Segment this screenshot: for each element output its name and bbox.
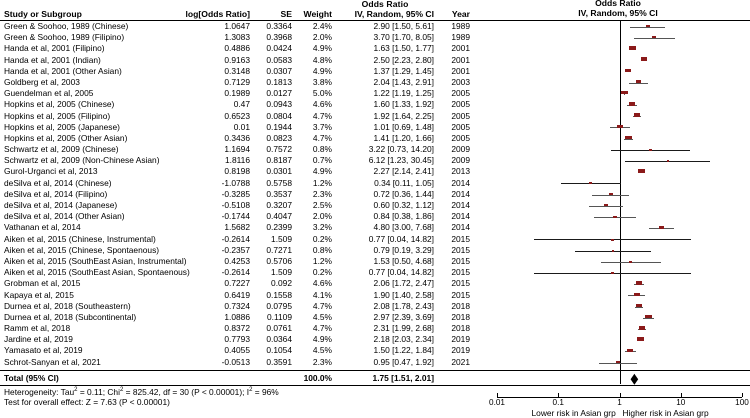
table-group-header: Odds Ratio: [361, 0, 409, 9]
cell-se: 0.4047: [266, 211, 292, 222]
table-row: [0, 211, 486, 222]
table-row: [0, 334, 486, 345]
cell-log-odds-ratio: 0.7129: [224, 76, 250, 87]
axis-label-left: Lower risk in Asian grp: [531, 408, 616, 418]
cell-study: deSilva et al, 2014 (Chinese): [4, 177, 112, 188]
table-row: [0, 133, 486, 144]
cell-ci: 6.12 [1.23, 30.45]: [368, 155, 434, 166]
table-row: [0, 111, 486, 122]
cell-year: 2015: [451, 278, 470, 289]
cell-year: 2015: [451, 255, 470, 266]
axis-tick-label: 0.01: [489, 398, 505, 407]
cell-ci: 0.60 [0.32, 1.12]: [373, 200, 434, 210]
table-row: [0, 278, 486, 289]
axis-label-right: Higher risk in Asian grp: [622, 408, 709, 418]
cell-weight: 2.3%: [312, 356, 332, 367]
cell-study: Hopkins et al, 2005 (Chinese): [4, 99, 115, 110]
cell-weight: 0.8%: [312, 144, 332, 155]
cell-weight: 2.5%: [312, 200, 332, 210]
cell-log-odds-ratio: 0.4886: [224, 43, 250, 54]
cell-se: 0.0795: [266, 300, 292, 311]
cell-year: 2019: [451, 334, 470, 345]
column-header-ci: IV, Random, 95% CI: [354, 9, 434, 19]
cell-se: 0.0307: [266, 65, 292, 76]
cell-ci: 4.80 [3.00, 7.68]: [373, 222, 434, 233]
cell-ci: 0.34 [0.11, 1.05]: [374, 177, 434, 188]
total-ci: 1.75 [1.51, 2.01]: [372, 372, 434, 383]
cell-study: Aiken et al, 2015 (SouthEast Asian, Spontaenous): [4, 267, 190, 278]
cell-study: Hopkins et al, 2005 (Other Asian): [4, 132, 128, 143]
cell-log-odds-ratio: 0.8372: [224, 323, 250, 334]
cell-weight: 3.8%: [312, 76, 332, 87]
cell-log-odds-ratio: 0.7324: [224, 300, 250, 311]
cell-ci: 1.37 [1.29, 1.45]: [373, 65, 434, 76]
cell-log-odds-ratio: -0.1744: [221, 211, 250, 222]
cell-ci: 0.77 [0.04, 14.82]: [368, 233, 434, 244]
cell-weight: 4.9%: [312, 334, 332, 345]
cell-weight: 4.7%: [312, 110, 332, 121]
cell-se: 0.3591: [266, 356, 292, 367]
cell-weight: 4.6%: [312, 278, 332, 289]
cell-year: 2015: [451, 289, 470, 300]
cell-study: deSilva et al, 2014 (Other Asian): [4, 211, 125, 222]
table-row: [0, 245, 486, 256]
cell-weight: 3.7%: [312, 121, 332, 132]
cell-log-odds-ratio: 0.6523: [224, 110, 250, 121]
cell-ci: 3.70 [1.70, 8.05]: [373, 32, 434, 43]
cell-year: 2019: [451, 345, 470, 356]
cell-study: Gurol-Urganci et al, 2013: [4, 166, 98, 177]
column-header-year: Year: [451, 9, 470, 19]
cell-ci: 1.22 [1.19, 1.25]: [373, 88, 434, 99]
table-row: [0, 323, 486, 334]
cell-se: 0.1558: [266, 289, 292, 300]
cell-se: 0.5758: [266, 177, 292, 188]
table-row: [0, 290, 486, 301]
cell-ci: 2.18 [2.03, 2.34]: [373, 334, 434, 345]
cell-ci: 0.77 [0.04, 14.82]: [368, 267, 434, 278]
cell-log-odds-ratio: 1.8116: [225, 155, 250, 166]
table-row: [0, 200, 486, 211]
cell-study: Schwartz et al, 2009 (Non-Chinese Asian): [4, 155, 160, 166]
cell-log-odds-ratio: -1.0788: [221, 177, 250, 188]
cell-se: 0.0943: [266, 99, 292, 110]
cell-year: 2005: [451, 132, 470, 143]
cell-log-odds-ratio: 0.3436: [224, 132, 250, 143]
cell-weight: 5.0%: [312, 88, 332, 99]
plot-title: Odds Ratio: [595, 0, 641, 8]
cell-se: 0.1054: [266, 345, 292, 356]
cell-log-odds-ratio: 1.1694: [224, 144, 250, 155]
cell-study: Grobman et al, 2015: [4, 278, 81, 289]
cell-weight: 2.3%: [312, 188, 332, 199]
cell-ci: 1.63 [1.50, 1.77]: [373, 43, 434, 54]
cell-year: 2003: [451, 76, 470, 87]
cell-weight: 4.5%: [312, 311, 332, 322]
cell-weight: 0.8%: [312, 244, 332, 255]
cell-year: 2009: [451, 155, 470, 166]
cell-weight: 3.2%: [312, 222, 332, 233]
cell-study: Goldberg et al, 2003: [4, 76, 80, 87]
table-row: [0, 144, 486, 155]
column-header-log-odds-ratio: log[Odds Ratio]: [185, 9, 250, 19]
cell-ci: 2.31 [1.99, 2.68]: [373, 323, 434, 334]
cell-study: Durnea et al, 2018 (Subcontinental): [4, 311, 137, 322]
cell-study: Kapaya et al, 2015: [4, 289, 74, 300]
cell-ci: 2.06 [1.72, 2.47]: [373, 278, 434, 289]
table-row: [0, 77, 486, 88]
cell-weight: 1.2%: [312, 255, 332, 266]
cell-study: Green & Soohoo, 1989 (Chinese): [4, 21, 129, 31]
cell-study: Yamasato et al, 2019: [4, 345, 83, 356]
cell-weight: 0.7%: [312, 155, 332, 166]
cell-year: 2005: [451, 110, 470, 121]
table-row: [0, 155, 486, 166]
cell-weight: 2.4%: [312, 21, 332, 31]
cell-log-odds-ratio: -0.0513: [221, 356, 250, 367]
table-row: [0, 166, 486, 177]
table-row: [0, 267, 486, 278]
cell-ci: 1.90 [1.40, 2.58]: [373, 289, 434, 300]
cell-ci: 2.90 [1.50, 5.61]: [373, 21, 434, 31]
cell-ci: 1.41 [1.20, 1.66]: [373, 132, 434, 143]
cell-study: Green & Soohoo, 1989 (Filipino): [4, 32, 125, 43]
cell-year: 2014: [451, 222, 470, 233]
cell-study: Aiken et al, 2015 (SouthEast Asian, Instrumental): [4, 255, 187, 266]
cell-ci: 1.92 [1.64, 2.25]: [373, 110, 434, 121]
cell-ci: 0.79 [0.19, 3.29]: [373, 244, 434, 255]
cell-ci: 1.53 [0.50, 4.68]: [373, 255, 434, 266]
cell-study: Jardine et al, 2019: [4, 334, 73, 345]
cell-weight: 4.9%: [312, 65, 332, 76]
cell-log-odds-ratio: 0.7227: [224, 278, 250, 289]
cell-study: Handa et al, 2001 (Indian): [4, 54, 101, 65]
cell-log-odds-ratio: 1.0886: [224, 311, 250, 322]
cell-weight: 4.9%: [312, 43, 332, 54]
cell-study: Guendelman et al, 2005: [4, 88, 94, 99]
cell-weight: 4.8%: [312, 54, 332, 65]
cell-ci: 0.84 [0.38, 1.86]: [373, 211, 434, 222]
cell-study: Handa et al, 2001 (Other Asian): [4, 65, 122, 76]
cell-log-odds-ratio: 0.01: [233, 121, 250, 132]
cell-se: 0.3364: [266, 21, 292, 31]
cell-year: 2005: [451, 99, 470, 110]
axis-tick-label: 10: [676, 398, 686, 407]
cell-log-odds-ratio: -0.2614: [221, 233, 250, 244]
cell-weight: 1.2%: [312, 177, 332, 188]
cell-se: 0.0823: [266, 132, 292, 143]
cell-log-odds-ratio: 1.3083: [224, 32, 250, 43]
table-row: [0, 256, 486, 267]
column-header-se: SE: [280, 9, 292, 19]
cell-ci: 2.97 [2.39, 3.69]: [373, 311, 434, 322]
cell-se: 1.509: [271, 233, 292, 244]
cell-se: 0.3537: [266, 188, 292, 199]
cell-se: 0.3968: [266, 32, 292, 43]
cell-log-odds-ratio: 0.8198: [224, 166, 250, 177]
cell-ci: 1.60 [1.33, 1.92]: [373, 99, 434, 110]
cell-se: 0.3207: [266, 200, 292, 210]
cell-study: Ramm et al, 2018: [4, 323, 71, 334]
plot-subtitle: IV, Random, 95% CI: [578, 7, 658, 18]
cell-study: Aiken et al, 2015 (Chinese, Spontaenous): [4, 244, 160, 255]
cell-ci: 0.95 [0.47, 1.92]: [373, 356, 434, 367]
cell-year: 2001: [451, 65, 470, 76]
table-row: [0, 88, 486, 99]
column-header-weight: Weight: [303, 9, 332, 19]
column-header-study: Study or Subgroup: [4, 9, 82, 19]
cell-study: Aiken et al, 2015 (Chinese, Instrumental): [4, 233, 156, 244]
cell-weight: 2.0%: [312, 32, 332, 43]
cell-log-odds-ratio: 1.5682: [224, 222, 250, 233]
cell-se: 0.7271: [266, 244, 292, 255]
table-row: [0, 301, 486, 312]
table-row: [0, 32, 486, 43]
cell-weight: 4.9%: [312, 166, 332, 177]
cell-study: Handa et al, 2001 (Filipino): [4, 43, 105, 54]
cell-year: 1989: [451, 21, 470, 31]
cell-se: 0.0804: [266, 110, 292, 121]
cell-year: 2005: [451, 121, 470, 132]
table-body: [0, 21, 486, 368]
cell-year: 2013: [451, 166, 470, 177]
table-row: [0, 234, 486, 245]
cell-year: 2001: [451, 54, 470, 65]
cell-log-odds-ratio: 0.6419: [224, 289, 250, 300]
cell-year: 2014: [451, 200, 470, 210]
total-weight: 100.0%: [303, 372, 332, 383]
cell-weight: 4.7%: [312, 300, 332, 311]
cell-log-odds-ratio: 0.4253: [224, 255, 250, 266]
cell-weight: 2.0%: [312, 211, 332, 222]
cell-se: 0.0364: [266, 334, 292, 345]
table-row: [0, 43, 486, 54]
cell-ci: 2.50 [2.23, 2.80]: [373, 54, 434, 65]
cell-se: 0.092: [271, 278, 292, 289]
cell-se: 0.0583: [266, 54, 292, 65]
cell-se: 0.1813: [266, 76, 292, 87]
cell-year: 2014: [451, 188, 470, 199]
cell-log-odds-ratio: 0.7793: [224, 334, 250, 345]
cell-study: deSilva et al, 2014 (Filipino): [4, 188, 108, 199]
table-row: [0, 189, 486, 200]
cell-year: 2015: [451, 267, 470, 278]
cell-se: 0.2399: [266, 222, 292, 233]
cell-se: 0.8187: [266, 155, 292, 166]
cell-year: 2015: [451, 233, 470, 244]
cell-year: 2014: [451, 177, 470, 188]
cell-se: 0.1109: [267, 311, 292, 322]
cell-study: Schrot-Sanyan et al, 2021: [4, 356, 101, 367]
axis-tick-label: 0.1: [552, 398, 564, 407]
cell-study: Hopkins et al, 2005 (Japanese): [4, 121, 120, 132]
cell-log-odds-ratio: -0.3285: [221, 188, 250, 199]
cell-log-odds-ratio: -0.2357: [221, 244, 250, 255]
cell-year: 2021: [451, 356, 470, 367]
cell-ci: 0.72 [0.36, 1.44]: [373, 188, 434, 199]
cell-ci: 2.27 [2.14, 2.41]: [373, 166, 434, 177]
cell-year: 1989: [451, 32, 470, 43]
cell-se: 0.0301: [266, 166, 292, 177]
cell-year: 2018: [451, 323, 470, 334]
cell-log-odds-ratio: 0.47: [233, 99, 250, 110]
cell-log-odds-ratio: -0.2614: [221, 267, 250, 278]
cell-se: 0.0424: [266, 43, 292, 54]
cell-se: 0.1944: [266, 121, 292, 132]
cell-ci: 2.04 [1.43, 2.91]: [373, 76, 434, 87]
axis-tick-label: 1: [617, 398, 622, 407]
cell-year: 2018: [451, 311, 470, 322]
cell-log-odds-ratio: 0.3148: [224, 65, 250, 76]
table-header-row: [0, 9, 486, 20]
table-row: [0, 357, 486, 368]
cell-year: 2001: [451, 43, 470, 54]
cell-ci: 3.22 [0.73, 14.20]: [368, 144, 434, 155]
table-row: [0, 312, 486, 323]
cell-year: 2015: [451, 244, 470, 255]
cell-ci: 2.08 [1.78, 2.43]: [373, 300, 434, 311]
cell-study: Schwartz et al, 2009 (Chinese): [4, 144, 119, 155]
total-row: [0, 373, 486, 384]
cell-log-odds-ratio: 0.9163: [224, 54, 250, 65]
forest-plot-panel: [486, 0, 750, 417]
cell-year: 2018: [451, 300, 470, 311]
cell-se: 0.5706: [266, 255, 292, 266]
cell-weight: 4.7%: [312, 132, 332, 143]
cell-se: 0.0127: [266, 88, 292, 99]
cell-ci: 1.01 [0.69, 1.48]: [373, 121, 434, 132]
cell-log-odds-ratio: 0.1989: [224, 88, 250, 99]
cell-weight: 4.5%: [312, 345, 332, 356]
table-row: [0, 55, 486, 66]
cell-se: 0.7572: [266, 144, 292, 155]
cell-weight: 4.7%: [312, 323, 332, 334]
cell-year: 2014: [451, 211, 470, 222]
total-label: Total (95% CI): [4, 372, 59, 383]
cell-study: Durnea et al, 2018 (Southeastern): [4, 300, 131, 311]
cell-weight: 0.2%: [312, 267, 332, 278]
heterogeneity-text: Heterogeneity: Tau$^2$ = 0.11; Chi$^2$ = 825.42, df = 30 (P < 0.00001); $I^2 = 96\%$: [4, 386, 279, 397]
table-row: [0, 66, 486, 77]
cell-log-odds-ratio: 0.4055: [224, 345, 250, 356]
cell-log-odds-ratio: -0.5108: [221, 200, 250, 210]
axis-tick-label: 100: [735, 398, 749, 407]
cell-study: deSilva et al, 2014 (Japanese): [4, 200, 118, 210]
table-row: [0, 345, 486, 356]
cell-log-odds-ratio: 1.0647: [224, 21, 250, 31]
cell-year: 2005: [451, 88, 470, 99]
table-row: [0, 222, 486, 233]
cell-year: 2009: [451, 144, 470, 155]
cell-study: Hopkins et al, 2005 (Filipino): [4, 110, 111, 121]
cell-se: 1.509: [271, 267, 292, 278]
table-row: [0, 21, 486, 32]
cell-ci: 1.50 [1.22, 1.84]: [373, 345, 434, 356]
table-row: [0, 99, 486, 110]
table-row: [0, 122, 486, 133]
cell-weight: 4.1%: [312, 289, 332, 300]
summary-diamond: [486, 0, 750, 417]
cell-study: Vathanan et al, 2014: [4, 222, 81, 233]
cell-se: 0.0761: [266, 323, 292, 334]
table-row: [0, 178, 486, 189]
cell-weight: 4.6%: [312, 99, 332, 110]
cell-weight: 0.2%: [312, 233, 332, 244]
overall-effect-text: Test for overall effect: Z = 7.63 (P < 0.00001): [4, 396, 170, 407]
